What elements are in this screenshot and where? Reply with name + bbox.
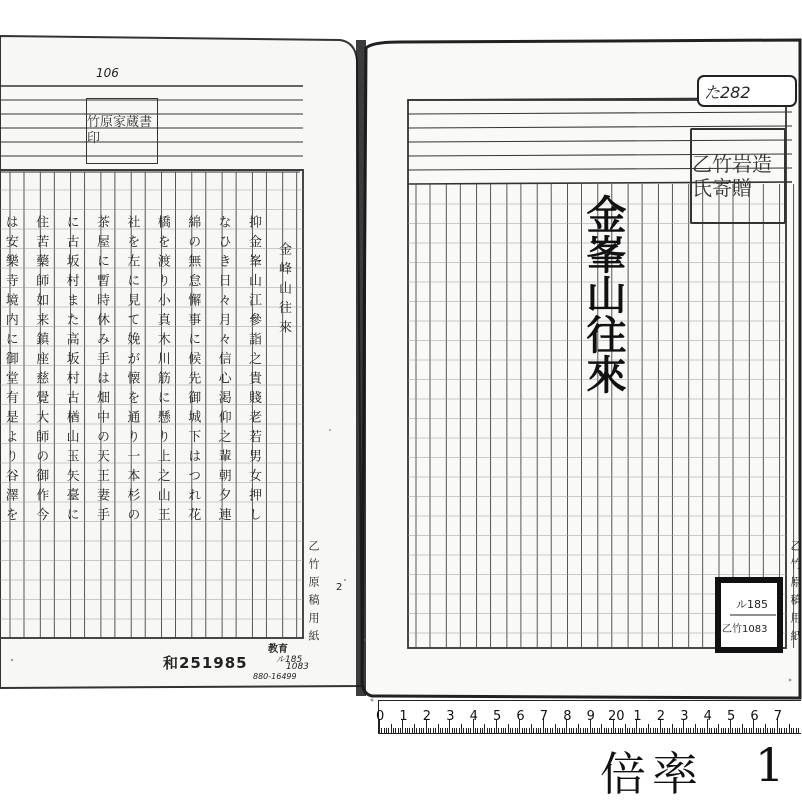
label-line-1: ル185 <box>736 598 768 611</box>
ruler-tick <box>697 728 698 733</box>
ruler-tick <box>786 728 787 733</box>
ruler-tick <box>650 728 651 733</box>
ruler-tick <box>398 728 399 733</box>
ruler-tick <box>732 728 733 733</box>
ruler-tick <box>475 728 476 733</box>
ruler-tick <box>728 728 729 733</box>
ruler-tick <box>629 728 630 733</box>
ruler-tick <box>517 728 518 733</box>
ruler-tick <box>576 728 577 733</box>
ruler-tick <box>419 728 420 733</box>
ruler-tick <box>744 728 745 733</box>
ruler-tick <box>700 728 701 733</box>
ruler-tick <box>466 728 467 733</box>
ruler-tick <box>484 724 485 733</box>
ruler-tick <box>791 728 792 733</box>
ruler-tick <box>669 728 670 733</box>
ruler-tick <box>461 724 462 733</box>
ruler-tick <box>625 724 626 733</box>
ruler-number: 4 <box>703 709 712 724</box>
ruler-tick <box>482 728 483 733</box>
ruler-tick <box>723 728 724 733</box>
ruler-tick <box>459 728 460 733</box>
ruler-tick <box>580 728 581 733</box>
ruler-number: 2 <box>656 709 666 724</box>
left-text-column: 綿の無怠懈事に候先御城下はつれ花 <box>185 215 201 527</box>
ruler-tick <box>456 728 457 733</box>
ruler-tick <box>793 728 794 733</box>
left-text-column: 住苦藥師如来鎮座慈覺大師の御作今 <box>33 215 49 527</box>
ruler-tick <box>452 728 453 733</box>
ruler-tick <box>515 728 516 733</box>
ruler-tick <box>662 728 663 733</box>
ruler-tick <box>421 728 422 733</box>
ruler-tick <box>416 728 417 733</box>
magnification-label: 倍率 <box>600 747 704 801</box>
ruler-tick <box>632 728 633 733</box>
ruler-tick <box>606 728 607 733</box>
ruler-number: 5 <box>727 709 736 724</box>
ruler-tick <box>634 728 635 733</box>
right-title: 金峯山往來 <box>580 194 627 394</box>
ruler-tick <box>435 728 436 733</box>
ruler-tick <box>487 728 488 733</box>
right-margin-brand: 乙竹原稿用紙 <box>789 540 802 648</box>
ruler-tick <box>533 728 534 733</box>
ruler-tick <box>393 728 394 733</box>
ruler-tick <box>489 728 490 733</box>
ruler-tick <box>447 728 448 733</box>
ruler-number: 3 <box>446 709 455 724</box>
ruler-tick <box>774 728 775 733</box>
ruler-tick <box>725 728 726 733</box>
ruler-tick <box>664 728 665 733</box>
ruler-tick <box>709 728 710 733</box>
ruler-tick <box>573 728 574 733</box>
ruler-tick <box>597 728 598 733</box>
ruler-tick <box>445 728 446 733</box>
ruler-tick <box>667 728 668 733</box>
ruler-tick <box>627 728 628 733</box>
ruler-tick <box>583 728 584 733</box>
ruler-tick <box>470 728 471 733</box>
ruler-tick <box>552 728 553 733</box>
ruler-tick <box>442 728 443 733</box>
magnification-value: 1 <box>755 738 785 792</box>
ruler-tick <box>529 728 530 733</box>
ruler-number: 9 <box>586 709 595 724</box>
ruler-tick <box>693 728 694 733</box>
ruler-tick <box>503 728 504 733</box>
stamp-label: 教育 <box>268 644 288 655</box>
ruler-tick <box>721 728 722 733</box>
ruler-tick <box>746 728 747 733</box>
left-title-column: 金峰山往來 <box>276 242 291 340</box>
ruler-tick <box>555 724 556 733</box>
ruler-tick <box>491 728 492 733</box>
ruler-tick <box>505 728 506 733</box>
left-text-column: 橋を渡り小真木川筋に懸り上之山王 <box>154 215 170 527</box>
ruler-tick <box>704 728 705 733</box>
ruler-tick <box>620 728 621 733</box>
ruler-tick <box>646 728 647 733</box>
ruler-tick <box>601 724 602 733</box>
ruler-tick <box>765 724 766 733</box>
ruler-tick <box>643 728 644 733</box>
ruler-tick <box>531 724 532 733</box>
stamp-code-2: 1083 <box>286 662 309 672</box>
left-margin-number: 2 <box>336 582 343 593</box>
ruler-tick <box>688 728 689 733</box>
ruler-tick <box>526 728 527 733</box>
ruler-tick <box>714 728 715 733</box>
ruler-tick <box>391 724 392 733</box>
ruler-tick <box>547 728 548 733</box>
registration-number: 880-16499 <box>253 672 297 681</box>
ruler-tick <box>545 728 546 733</box>
ruler-tick <box>702 728 703 733</box>
catalog-number: 和251985 <box>163 654 248 672</box>
ruler-tick <box>760 728 761 733</box>
ruler-tick <box>428 728 429 733</box>
ruler-tick <box>405 728 406 733</box>
left-page-number: 106 <box>96 66 119 80</box>
left-seal: 竹原家蔵書印 <box>86 98 158 164</box>
ruler-tick <box>742 724 743 733</box>
ruler-tick <box>608 728 609 733</box>
ruler-tick <box>592 728 593 733</box>
label-line-2: 乙竹1083 <box>722 624 768 635</box>
ruler-tick <box>758 728 759 733</box>
ruler-tick <box>648 724 649 733</box>
ruler-tick <box>395 728 396 733</box>
ruler-tick <box>767 728 768 733</box>
ruler-tick <box>381 728 382 733</box>
ruler-tick <box>414 724 415 733</box>
ruler-number: 8 <box>563 709 572 724</box>
stamp-code-1: ル185 <box>276 655 303 665</box>
ruler-tick <box>779 728 780 733</box>
ruler-tick <box>763 728 764 733</box>
ruler-tick <box>423 728 424 733</box>
ruler-tick <box>571 728 572 733</box>
ruler-tick <box>737 728 738 733</box>
ruler-tick <box>770 728 771 733</box>
measurement-ruler <box>378 700 801 734</box>
ruler-tick <box>781 728 782 733</box>
ruler-number: 2 <box>422 709 432 724</box>
ruler-tick <box>564 728 565 733</box>
ruler-number: 1 <box>633 709 642 724</box>
ruler-tick <box>618 728 619 733</box>
ruler-tick <box>578 724 579 733</box>
ruler-tick <box>695 724 696 733</box>
ruler-tick <box>540 728 541 733</box>
left-text-column: なひき日々月々信心渇仰之輩朝夕連 <box>215 215 231 527</box>
ruler-tick <box>789 724 790 733</box>
ruler-tick <box>400 728 401 733</box>
ruler-tick <box>498 728 499 733</box>
ruler-tick <box>559 728 560 733</box>
ruler-tick <box>412 728 413 733</box>
left-margin-brand: 乙竹原稿用紙 <box>307 540 320 648</box>
ruler-tick <box>772 728 773 733</box>
ruler-tick <box>468 728 469 733</box>
ruler-tick <box>681 728 682 733</box>
ruler-tick <box>454 728 455 733</box>
left-text-column: 抑金峯山江參詣之貴賤老若男女押し <box>246 215 261 527</box>
ruler-tick <box>409 728 410 733</box>
ruler-tick <box>430 728 431 733</box>
ruler-tick <box>480 728 481 733</box>
ruler-number: 1 <box>399 709 408 724</box>
ruler-tick <box>585 728 586 733</box>
ruler-tick <box>751 728 752 733</box>
ruler-tick <box>569 728 570 733</box>
ruler-tick <box>796 728 797 733</box>
ruler-tick <box>641 728 642 733</box>
ruler-tick <box>674 728 675 733</box>
ruler-tick <box>711 728 712 733</box>
ruler-tick <box>433 728 434 733</box>
ruler-tick <box>679 728 680 733</box>
ruler-tick <box>557 728 558 733</box>
ruler-tick <box>784 728 785 733</box>
ruler-tick <box>407 728 408 733</box>
ruler-tick <box>686 728 687 733</box>
ruler-tick <box>615 728 616 733</box>
ruler-tick <box>562 728 563 733</box>
ruler-tick <box>798 728 799 733</box>
ruler-tick <box>538 728 539 733</box>
right-seal: 乙竹岩造氏寄贈 <box>690 128 786 224</box>
ruler-tick <box>690 728 691 733</box>
ruler-tick <box>718 724 719 733</box>
ruler-tick <box>522 728 523 733</box>
left-text-column: 茶屋に暫時休み手は畑中の天王妻手 <box>94 215 109 527</box>
ruler-tick <box>384 728 385 733</box>
ruler-tick <box>739 728 740 733</box>
left-text-column: に古坂村また高坂村古楢山玉矢臺に <box>63 215 79 527</box>
left-text-column: 社を左に見て娩が懐を通り一本杉の <box>124 215 140 527</box>
ruler-tick <box>604 728 605 733</box>
ruler-tick <box>653 728 654 733</box>
left-text-column: は安樂寺境内に御堂有是より谷澤を <box>2 215 18 527</box>
ruler-number: 7 <box>773 709 783 724</box>
ruler-tick <box>655 728 656 733</box>
ruler-tick <box>501 728 502 733</box>
ruler-tick <box>438 724 439 733</box>
ruler-number: 3 <box>680 709 689 724</box>
ruler-number: 20 <box>608 709 625 724</box>
ruler-number: 4 <box>469 709 478 724</box>
ruler-number: 7 <box>539 709 549 724</box>
ruler-tick <box>599 728 600 733</box>
ruler-number: 6 <box>750 709 759 724</box>
ruler-tick <box>494 728 495 733</box>
ruler-tick <box>510 728 511 733</box>
ruler-tick <box>639 728 640 733</box>
ruler-tick <box>735 728 736 733</box>
ruler-number: 6 <box>516 709 525 724</box>
ruler-tick <box>550 728 551 733</box>
ruler-tick <box>622 728 623 733</box>
ruler-tick <box>749 728 750 733</box>
ruler-number: 5 <box>493 709 502 724</box>
ruler-tick <box>440 728 441 733</box>
ruler-tick <box>536 728 537 733</box>
ruler-tick <box>524 728 525 733</box>
ruler-tick <box>463 728 464 733</box>
ruler-tick <box>508 724 509 733</box>
ruler-tick <box>756 728 757 733</box>
ruler-number: 0 <box>376 709 385 724</box>
ruler-tick <box>716 728 717 733</box>
ruler-tick <box>672 724 673 733</box>
ruler-tick <box>657 728 658 733</box>
ruler-tick <box>594 728 595 733</box>
ruler-tick <box>477 728 478 733</box>
ruler-tick <box>512 728 513 733</box>
ruler-tick <box>611 728 612 733</box>
ruler-tick <box>587 728 588 733</box>
ruler-tick <box>388 728 389 733</box>
ruler-tick <box>386 728 387 733</box>
ruler-tick <box>676 728 677 733</box>
right-tag-label: た282 <box>704 83 751 102</box>
